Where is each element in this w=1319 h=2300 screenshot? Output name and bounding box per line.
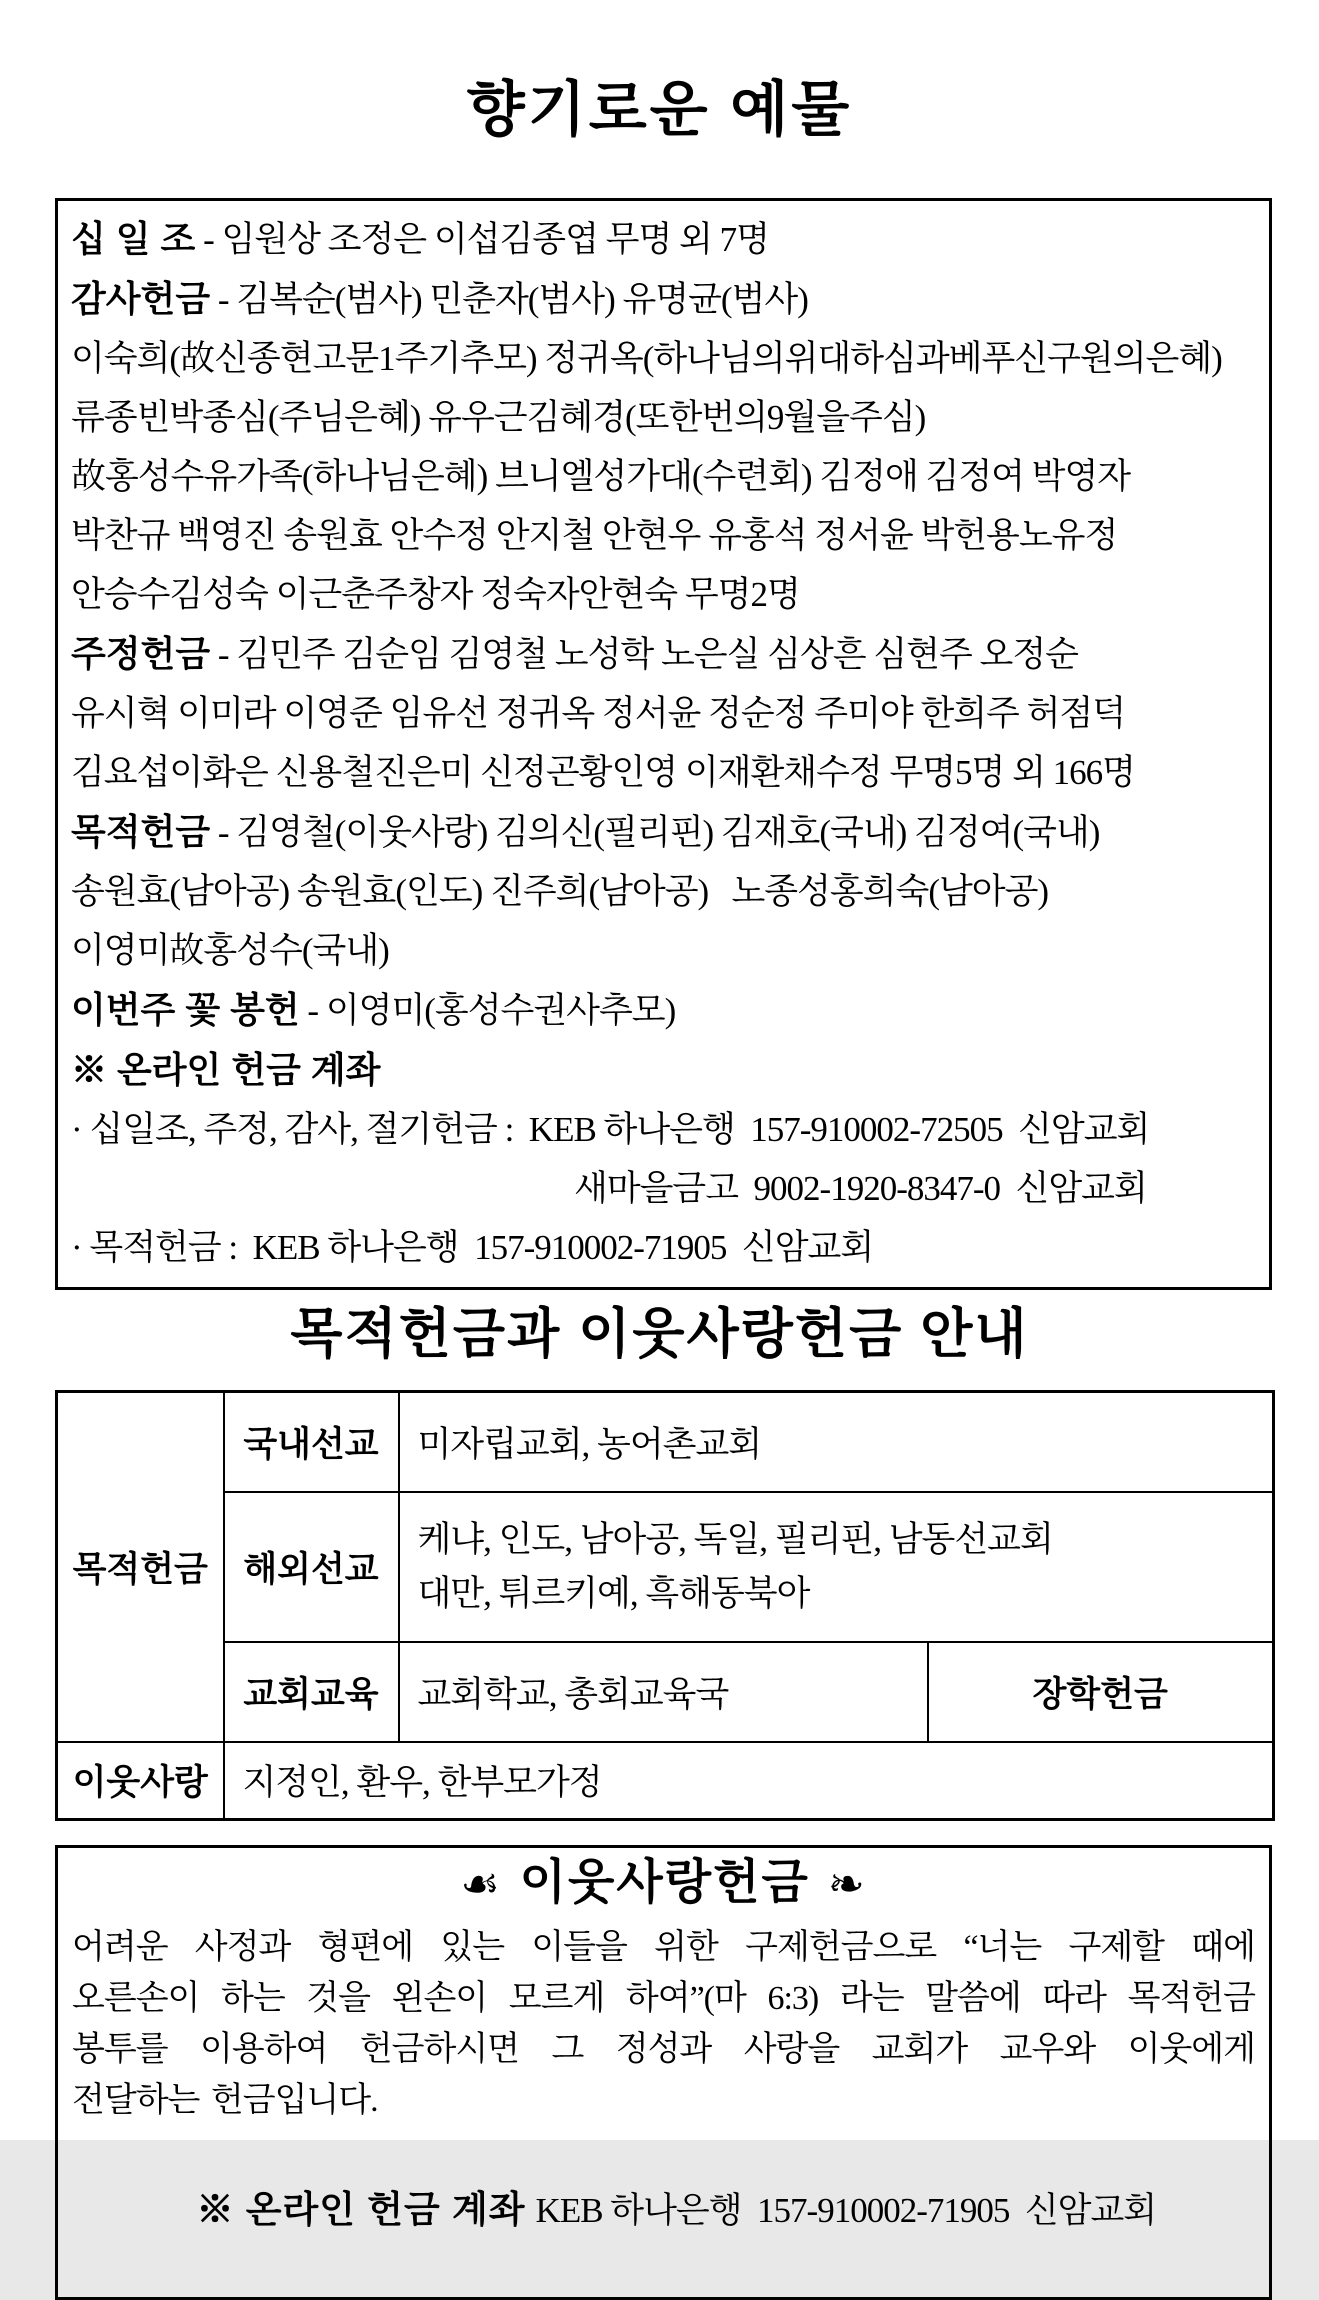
- offering-text: 송원효(남아공) 송원효(인도) 진주희(남아공) 노종성홍희숙(남아공): [71, 872, 1049, 911]
- content-cell: 미자립교회, 농어촌교회: [399, 1392, 1274, 1492]
- offering-text: 안승수김성숙 이근춘주창자 정숙자안현숙 무명2명: [71, 575, 800, 614]
- offering-line: [71, 921, 1257, 980]
- online-account-heading: [71, 1040, 1257, 1100]
- account-line-designated: [71, 1218, 1257, 1277]
- offering-line: [71, 565, 1257, 624]
- account-line-saemaul: [71, 1159, 1257, 1218]
- category-cell-designated: 목적헌금: [57, 1392, 224, 1742]
- offering-line: [71, 684, 1257, 743]
- offering-text: - 김민주 김순임 김영철 노성학 노은실 심상흔 심현주 오정순: [210, 635, 1078, 674]
- offering-line: [71, 862, 1257, 921]
- account-value: KEB 하나은행 157-910002-71905 신암교회: [535, 2191, 1157, 2231]
- table-row-domestic: [57, 1392, 1274, 1492]
- offering-label: 십 일 조: [71, 218, 196, 259]
- content-cell: 지정인, 환우, 한부모가정: [224, 1742, 1274, 1820]
- offering-line-thanksgiving: [71, 269, 1257, 329]
- offering-text: 김요섭이화은 신용철진은미 신정곤황인영 이재환채수정 무명5명 외 166명: [71, 753, 1135, 792]
- offering-line: [71, 743, 1257, 802]
- table-row-overseas: [57, 1492, 1274, 1642]
- fragrant-offerings-box: [55, 198, 1272, 1290]
- page-title: 향기로운 예물: [466, 76, 853, 143]
- offering-label: 목적헌금: [71, 811, 211, 852]
- content-cell: 교회학교, 총회교육국: [399, 1642, 928, 1742]
- neighbor-love-title-text: 이웃사랑헌금: [519, 1856, 810, 1909]
- fleuron-right-icon: ❧: [827, 1859, 867, 1911]
- offering-text: - 김영철(이웃사랑) 김의신(필리핀) 김재호(국내) 김정여(국내): [210, 813, 1100, 852]
- offering-line-designated: [71, 802, 1257, 862]
- paragraph-line: 봉투를 이용하여 헌금하시면 그 정성과 사랑을 교회가 교우와 이웃에게: [72, 2031, 1255, 2069]
- offering-label: 이번주 꽃 봉헌: [71, 989, 300, 1030]
- guide-section-title: 목적헌금과 이웃사랑헌금 안내: [290, 1304, 1029, 1364]
- paragraph-line: 전달하는 헌금입니다.: [72, 2082, 378, 2120]
- offering-text: 유시혁 이미라 이영준 임유선 정귀옥 정서윤 정순정 주미야 한희주 허점덕: [71, 694, 1126, 733]
- subcategory-cell: 교회교육: [224, 1642, 399, 1742]
- account-text: · 목적헌금 : KEB 하나은행 157-910002-71905 신암교회: [71, 1228, 874, 1267]
- offering-text: 류종빈박종심(주님은혜) 유우근김혜경(또한번의9월을주심): [71, 398, 926, 437]
- offering-line: [71, 506, 1257, 565]
- offering-line: [71, 329, 1257, 388]
- offering-label: ※ 온라인 헌금 계좌: [71, 1049, 381, 1090]
- table-row-neighbor-love: [57, 1742, 1274, 1820]
- account-text: 새마을금고 9002-1920-8347-0 신암교회: [574, 1169, 1147, 1208]
- offering-text: 이영미故홍성수(국내): [71, 931, 389, 970]
- paragraph-line: 어려운 사정과 형편에 있는 이들을 위한 구제헌금으로 “너는 구제할 때에: [72, 1929, 1255, 1967]
- table-row-education: [57, 1642, 1274, 1742]
- offering-text: 박찬규 백영진 송원효 안수정 안지철 안현우 유홍석 정서윤 박헌용노유정: [71, 516, 1118, 555]
- neighbor-love-title: [72, 1854, 1255, 1914]
- account-line-general: [71, 1100, 1257, 1159]
- offering-line-weekly: [71, 624, 1257, 684]
- category-cell-neighbor-love: 이웃사랑: [57, 1742, 224, 1820]
- offering-text: - 김복순(범사) 민춘자(범사) 유명균(범사): [210, 280, 808, 319]
- subcategory-cell: 해외선교: [224, 1492, 399, 1642]
- offering-label: 감사헌금: [71, 278, 211, 319]
- fleuron-left-icon: ☙: [460, 1859, 502, 1911]
- content-cell: [399, 1492, 1274, 1642]
- content-line: 대만, 튀르키예, 흑해동북아: [417, 1573, 810, 1613]
- offering-text: 이숙희(故신종현고문1주기추모) 정귀옥(하나님의위대하심과베푸신구원의은혜): [71, 339, 1222, 378]
- offering-line-tithe: [71, 209, 1257, 269]
- paragraph-line: 오른손이 하는 것을 왼손이 모르게 하여”(마 6:3) 라는 말씀에 따라 목적헌금: [72, 1980, 1255, 2018]
- scholarship-cell: 장학헌금: [928, 1642, 1274, 1742]
- offering-line-flower: [71, 980, 1257, 1040]
- offering-text: - 임원상 조정은 이섭김종엽 무명 외 7명: [195, 220, 769, 259]
- content-line: 케냐, 인도, 남아공, 독일, 필리핀, 남동선교회: [417, 1519, 1053, 1559]
- account-text: · 십일조, 주정, 감사, 절기헌금 : KEB 하나은행 157-910002-72505 신암교회: [71, 1110, 1150, 1149]
- online-account-line: [150, 2132, 1255, 2289]
- offering-label: 주정헌금: [71, 633, 211, 674]
- offering-text: - 이영미(홍성수권사추모): [299, 991, 676, 1030]
- neighbor-love-box: [55, 1845, 1272, 2300]
- offering-line: [71, 447, 1257, 506]
- offering-guide-table: [55, 1390, 1275, 1821]
- subcategory-cell: 국내선교: [224, 1392, 399, 1492]
- offering-text: 故홍성수유가족(하나님은혜) 브니엘성가대(수련회) 김정애 김정여 박영자: [71, 457, 1131, 496]
- offering-line: [71, 388, 1257, 447]
- account-label: ※ 온라인 헌금 계좌: [196, 2189, 526, 2231]
